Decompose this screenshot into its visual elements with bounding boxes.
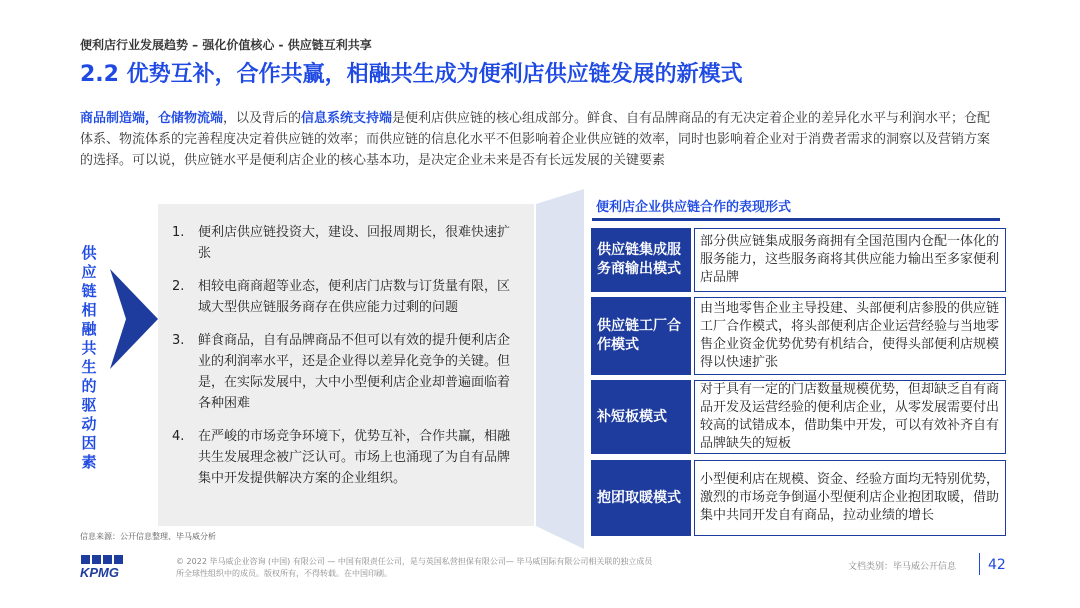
- funnel-connector: [536, 189, 584, 549]
- footer-divider: [979, 553, 980, 575]
- vertical-char: 因: [81, 434, 97, 452]
- form-label: 抱团取暖模式: [591, 460, 691, 536]
- form-row-shortboard: [591, 380, 1006, 454]
- form-label: 补短板模式: [591, 380, 691, 454]
- list-item-number: 1.: [172, 225, 185, 240]
- form-row-alliance: [591, 460, 1006, 536]
- vertical-char: 相: [81, 301, 97, 319]
- form-row-integrator: [591, 228, 1006, 292]
- drivers-list: [172, 222, 522, 501]
- list-item-text: 相较电商商超等业态，便利店门店数与订货量有限，区域大型供应链服务商存在供应能力过剩的问题: [198, 279, 511, 315]
- form-description: 部分供应链集成服务商拥有全国范围内仓配一体化的服务能力，这些服务商将其供应能力输出至多家便利店品牌: [694, 228, 1006, 292]
- source-note: 信息来源：公开信息整理、毕马威分析: [80, 532, 216, 541]
- list-item: [172, 330, 522, 414]
- vertical-char: 供: [81, 244, 97, 262]
- document-category: 文档类别：毕马威公开信息: [848, 562, 957, 572]
- vertical-char: 应: [81, 263, 97, 281]
- breadcrumb: 便利店行业发展趋势 – 强化价值核心 - 供应链互利共享: [80, 38, 372, 52]
- intro-text-2: 是便利店供应链的核心组成部分。鲜食、自有品牌商品的有无决定着企业的差异化水平与利润水平；仓配体系、物流体系的完善程度决定着供应链的效率；而供应链的信息化水平不但影响着企业供应链的效率，同时也影响着企业对于消费者需求的洞察以及营销方案的选择。可以说，供应链水平是便利店企业的核心基本功，是决定企业未来是否有长远发展的关键要素: [80, 111, 991, 168]
- chevron-right-icon: [110, 269, 158, 369]
- list-item-number: 3.: [172, 333, 185, 348]
- vertical-char: 的: [81, 377, 97, 395]
- intro-text-1: ，以及背后的: [223, 111, 302, 126]
- vertical-char: 生: [81, 358, 97, 376]
- list-item: [172, 222, 522, 264]
- form-description: 对于具有一定的门店数量规模优势，但却缺乏自有商品开发及运营经验的便利店企业，从零发展需要付出较高的试错成本，借助集中开发，可以有效补齐自有品牌缺失的短板: [694, 380, 1006, 454]
- intro-highlight-2: 信息系统支持端: [301, 111, 393, 126]
- drivers-panel: [158, 204, 534, 526]
- list-item-text: 在严峻的市场竞争环境下，优势互补，合作共赢，相融共生发展理念被广泛认可。市场上也涌现了为自有品牌集中开发提供解决方案的企业组织。: [198, 429, 511, 486]
- intro-highlight-1: 商品制造端，仓储物流端: [80, 111, 224, 126]
- intro-paragraph: [80, 108, 1000, 171]
- copyright-note: © 2022 毕马威企业咨询 (中国) 有限公司 — 中国有限责任公司，是与英国私营担保有限公司— 毕马威国际有限公司相关联的独立成员所全球性组织中的成员。版权所有，不得转载。在中国印刷。: [176, 557, 653, 578]
- list-item: [172, 276, 522, 318]
- vertical-drivers-label: [78, 244, 100, 472]
- list-item: [172, 426, 522, 489]
- vertical-char: 共: [81, 339, 97, 357]
- list-item-text: 便利店供应链投资大，建设、回报周期长，很难快速扩张: [198, 225, 511, 261]
- form-label: 供应链工厂合作模式: [591, 297, 691, 375]
- list-item-text: 鲜食商品，自有品牌商品不但可以有效的提升便利店企业的利润率水平，还是企业得以差异化竞争的关键。但是，在实际发展中，大中小型便利店企业却普遍面临着各种困难: [198, 333, 511, 411]
- vertical-char: 融: [81, 320, 97, 338]
- vertical-char: 链: [81, 282, 97, 300]
- vertical-char: 动: [81, 415, 97, 433]
- page-number: 42: [988, 557, 1006, 573]
- forms-title: 便利店企业供应链合作的表现形式: [596, 200, 792, 215]
- form-label: 供应链集成服务商输出模式: [591, 228, 691, 292]
- list-item-number: 2.: [172, 279, 185, 294]
- form-description: 由当地零售企业主导投建、头部便利店参股的供应链工厂合作模式，将头部便利店企业运营经验与当地零售企业资金优势优势有机结合，使得头部便利店规模得以快速扩张: [694, 297, 1006, 375]
- forms-title-underline: [592, 218, 1000, 221]
- form-description: 小型便利店在规模、资金、经验方面均无特别优势，激烈的市场竞争倒逼小型便利店企业抱团取暖，借助集中共同开发自有商品，拉动业绩的增长: [694, 460, 1006, 536]
- vertical-char: 驱: [81, 396, 97, 414]
- form-row-factory: [591, 297, 1006, 375]
- page-title: 2.2 优势互补，合作共赢，相融共生成为便利店供应链发展的新模式: [80, 62, 743, 87]
- logo-text: KPMG: [80, 565, 119, 579]
- kpmg-logo: [80, 555, 136, 579]
- list-item-number: 4.: [172, 429, 185, 444]
- vertical-char: 素: [81, 453, 97, 471]
